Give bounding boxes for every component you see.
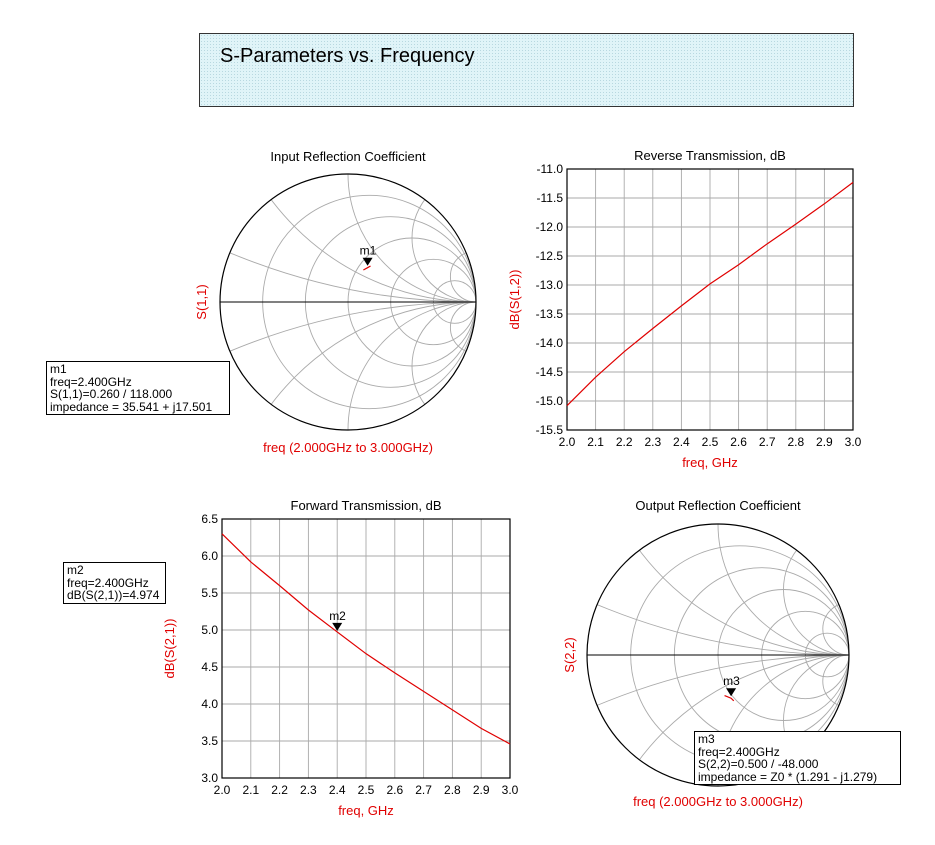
marker-readout-line: freq=2.400GHz [50, 374, 132, 389]
chart-title: Output Reflection Coefficient [635, 498, 801, 513]
marker-readout-line: impedance = Z0 * (1.291 - j1.279) [698, 769, 878, 784]
y-tick-label: -13.5 [535, 307, 563, 321]
marker-readout-m3 [694, 731, 901, 785]
reactance-arc [220, 302, 732, 814]
trace-line-s11 [363, 266, 370, 270]
y-tick-label: 3.0 [201, 771, 218, 785]
chart-title: Input Reflection Coefficient [270, 149, 426, 164]
x-axis-label: freq (2.000GHz to 3.000GHz) [263, 440, 433, 455]
marker-readout-line: S(1,1)=0.260 / 118.000 [50, 387, 173, 401]
marker-readout-m2 [63, 562, 166, 604]
reactance-arc [348, 46, 604, 302]
marker-readout-line: S(2,2)=0.500 / -48.000 [698, 757, 819, 771]
x-tick-label: 2.9 [816, 435, 833, 449]
page-title: S-Parameters vs. Frequency [220, 45, 475, 67]
marker-label: m2 [329, 608, 346, 623]
chart-title: Forward Transmission, dB [290, 498, 442, 513]
x-tick-label: 2.0 [213, 783, 231, 797]
marker-readout-line: freq=2.400GHz [698, 744, 780, 759]
x-tick-label: 2.5 [357, 783, 375, 797]
y-tick-label: 5.5 [201, 586, 218, 600]
x-tick-label: 3.0 [844, 435, 862, 449]
y-tick-label: -14.5 [535, 365, 563, 379]
x-axis-label: freq, GHz [682, 455, 738, 470]
y-tick-label: 5.0 [201, 623, 218, 637]
y-tick-label: 6.0 [201, 549, 218, 563]
x-tick-label: 2.5 [701, 435, 719, 449]
y-axis-label: S(2,2) [562, 637, 577, 673]
y-tick-label: -11.5 [536, 191, 563, 205]
x-tick-label: 2.7 [758, 435, 776, 449]
marker-triangle [726, 688, 736, 696]
x-tick-label: 2.1 [242, 783, 260, 797]
y-axis-label: dB(S(2,1)) [162, 618, 177, 679]
y-tick-label: 6.5 [201, 512, 218, 526]
marker-triangle [363, 258, 373, 266]
x-tick-label: 2.4 [328, 783, 346, 797]
marker-label: m1 [359, 243, 377, 258]
marker-label: m3 [723, 674, 740, 689]
y-tick-label: -13.0 [535, 278, 563, 292]
marker-readout-line: freq=2.400GHz [67, 575, 149, 590]
marker-readout-line: m2 [67, 563, 84, 577]
chart-title: Reverse Transmission, dB [634, 148, 786, 163]
x-tick-label: 2.8 [787, 435, 805, 449]
y-tick-label: 4.0 [201, 697, 218, 711]
y-tick-label: 4.5 [201, 660, 218, 674]
marker-readout-m1 [46, 361, 230, 415]
y-axis-label: dB(S(1,2)) [507, 269, 522, 330]
y-tick-label: -14.0 [535, 336, 563, 350]
x-tick-label: 2.2 [615, 435, 633, 449]
x-tick-label: 2.7 [415, 783, 432, 797]
x-tick-label: 2.9 [472, 783, 490, 797]
y-tick-label: -15.0 [535, 394, 563, 408]
reactance-arc [784, 524, 915, 655]
y-tick-label: -12.5 [535, 249, 563, 263]
reactance-arc [194, 0, 935, 655]
x-tick-label: 2.6 [386, 783, 404, 797]
marker-readout-line: dB(S(2,1))=4.974 [67, 588, 160, 602]
x-tick-label: 2.0 [558, 435, 576, 449]
y-axis-label: S(1,1) [194, 284, 209, 320]
x-tick-label: 2.2 [271, 783, 288, 797]
x-tick-label: 3.0 [501, 783, 519, 797]
x-axis-label: freq, GHz [338, 803, 394, 818]
x-tick-label: 2.8 [444, 783, 461, 797]
y-tick-label: -15.5 [535, 423, 563, 437]
y-tick-label: -11.0 [536, 162, 563, 176]
x-tick-label: 2.1 [587, 435, 604, 449]
x-tick-label: 2.4 [673, 435, 690, 449]
x-tick-label: 2.3 [644, 435, 662, 449]
x-tick-label: 2.3 [300, 783, 317, 797]
y-tick-label: 3.5 [201, 734, 218, 748]
x-tick-label: 2.6 [730, 435, 747, 449]
marker-readout-line: m3 [698, 732, 715, 746]
marker-readout-line: m1 [50, 362, 67, 376]
marker-readout-line: impedance = 35.541 + j17.501 [50, 399, 213, 414]
y-tick-label: -12.0 [535, 220, 563, 234]
reactance-arc [587, 131, 935, 655]
x-axis-label: freq (2.000GHz to 3.000GHz) [633, 794, 803, 809]
